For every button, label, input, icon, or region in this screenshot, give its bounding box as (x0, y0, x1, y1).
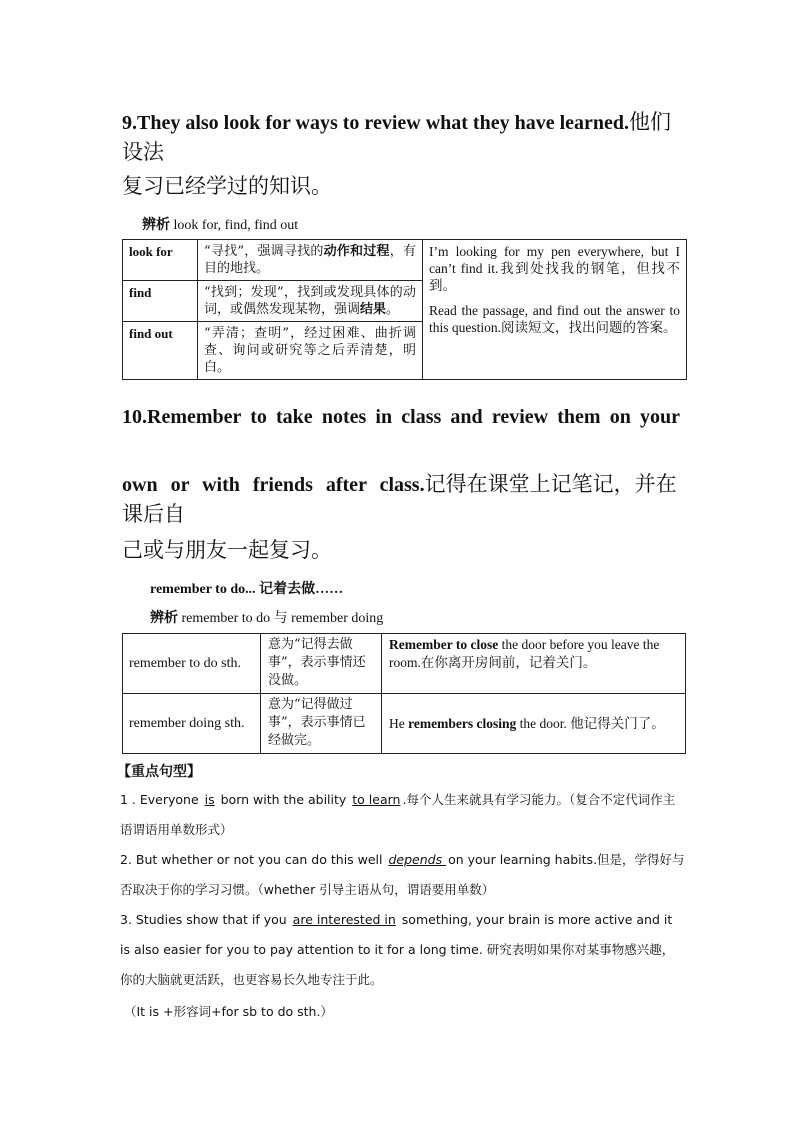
item9-sentence (122, 106, 682, 166)
term-remember-doing: remember doing sth. (123, 694, 261, 754)
sentence-text: 2. But whether or not you can do this well (120, 852, 387, 867)
sentence-text: .每个人生来就具有学习能力。（复合不定代词作主语谓语用单数形式） (120, 792, 676, 837)
def-text: “寻找”，强调寻找的 (204, 244, 324, 259)
example-remember-to-do (382, 634, 686, 694)
sentence-text: 3. Studies show that if you (120, 912, 291, 927)
key-sentence-2 (120, 845, 686, 905)
example-1: I’m looking for my pen everywhere, but I can’t find it.我到处找我的钢笔，但找不到。 (429, 244, 680, 293)
item10-line2-english: own or with friends after class. (122, 474, 425, 496)
definition-find-out: “弄清；查明”，经过困难、曲折调查、询问或研究等之后弄清楚，明白。 (198, 322, 423, 380)
blank-answer: to learn (352, 792, 401, 807)
key-sentences-header: 【重点句型】 (117, 764, 201, 780)
example-2: Read the passage, and find out the answer to this question.阅读短文，找出问题的答案。 (429, 303, 680, 335)
example-text: the door before you leave the room.在你离开房间前，记着关门。 (389, 637, 660, 670)
definition-remember-to-do: 意为“记得去做事”，表示事情还没做。 (261, 634, 382, 694)
table-row (123, 634, 686, 694)
example-text: He (389, 715, 409, 731)
item10-line2-chinese: 记得在课堂上记笔记，并在课后自 (122, 472, 677, 526)
bianxi-text: remember to do 与 remember doing (178, 611, 384, 626)
term-find: find (123, 281, 198, 322)
blank-answer: is (204, 792, 215, 807)
key-sentence-3 (120, 905, 686, 995)
bianxi-label: 辨析 (150, 610, 178, 626)
bianxi-look-for (142, 214, 298, 234)
item9-english: 9.They also look for ways to review what they have learned. (122, 112, 630, 134)
def-bold: 动作和过程 (323, 244, 390, 259)
sentence-text: something, your brain is more active and it is also easier for you to pay attention to it for a long time. 研究表明如果你对某事物感兴趣，你的大脑就更活跃，也更容易长久地专注于此。 (120, 912, 675, 987)
example-bold: remembers closing (408, 715, 517, 731)
term-remember-to-do: remember to do sth. (123, 634, 261, 694)
sentence-text: on your learning habits.但是，学得好与否取决于你的学习习惯。（whether 引导主语从句，谓语要用单数） (120, 852, 685, 897)
def-text: “找到；发现”，找到或发现具体的动词，或偶然发现某物，强调 (204, 285, 416, 317)
look-for-find-table (122, 239, 687, 380)
term-look-for: look for (123, 240, 198, 281)
example-remember-doing (382, 694, 686, 754)
table-row (123, 694, 686, 754)
item10-line1: 10.Remember to take notes in class and review them on your (122, 406, 680, 428)
example-text: the door. 他记得关门了。 (516, 715, 665, 731)
def-text: ，有目的地找。 (204, 244, 416, 276)
item9-chinese-b: 复习已经学过的知识。 (122, 174, 332, 198)
remember-to-do-title: remember to do... 记着去做…… (150, 582, 344, 597)
item9-chinese-a: 他们设法 (122, 110, 672, 164)
examples-cell (423, 240, 687, 380)
key-sentence-1 (120, 785, 686, 845)
key-sentence-4: （It is +形容词+for sb to do sth.） (124, 1004, 333, 1019)
definition-look-for (198, 240, 423, 281)
definition-find (198, 281, 423, 322)
example-bold: Remember to close (389, 637, 499, 652)
sentence-text: born with the ability (216, 792, 351, 807)
definition-remember-doing: 意为“记得做过事”，表示事情已经做完。 (261, 694, 382, 754)
blank-answer: depends (388, 852, 447, 867)
term-find-out: find out (123, 322, 198, 380)
bianxi-remember (150, 607, 383, 627)
remember-table (122, 633, 686, 754)
bianxi-label: 辨析 (142, 217, 170, 233)
item10-line2 (122, 468, 680, 528)
def-bold: 结果 (360, 302, 387, 317)
blank-answer: are interested in (292, 912, 396, 927)
bianxi-text: look for, find, find out (170, 218, 299, 233)
item10-line3: 己或与朋友一起复习。 (122, 538, 332, 562)
table-row (123, 240, 687, 281)
sentence-text: 1 . Everyone (120, 792, 203, 807)
def-text: 。 (386, 302, 400, 317)
